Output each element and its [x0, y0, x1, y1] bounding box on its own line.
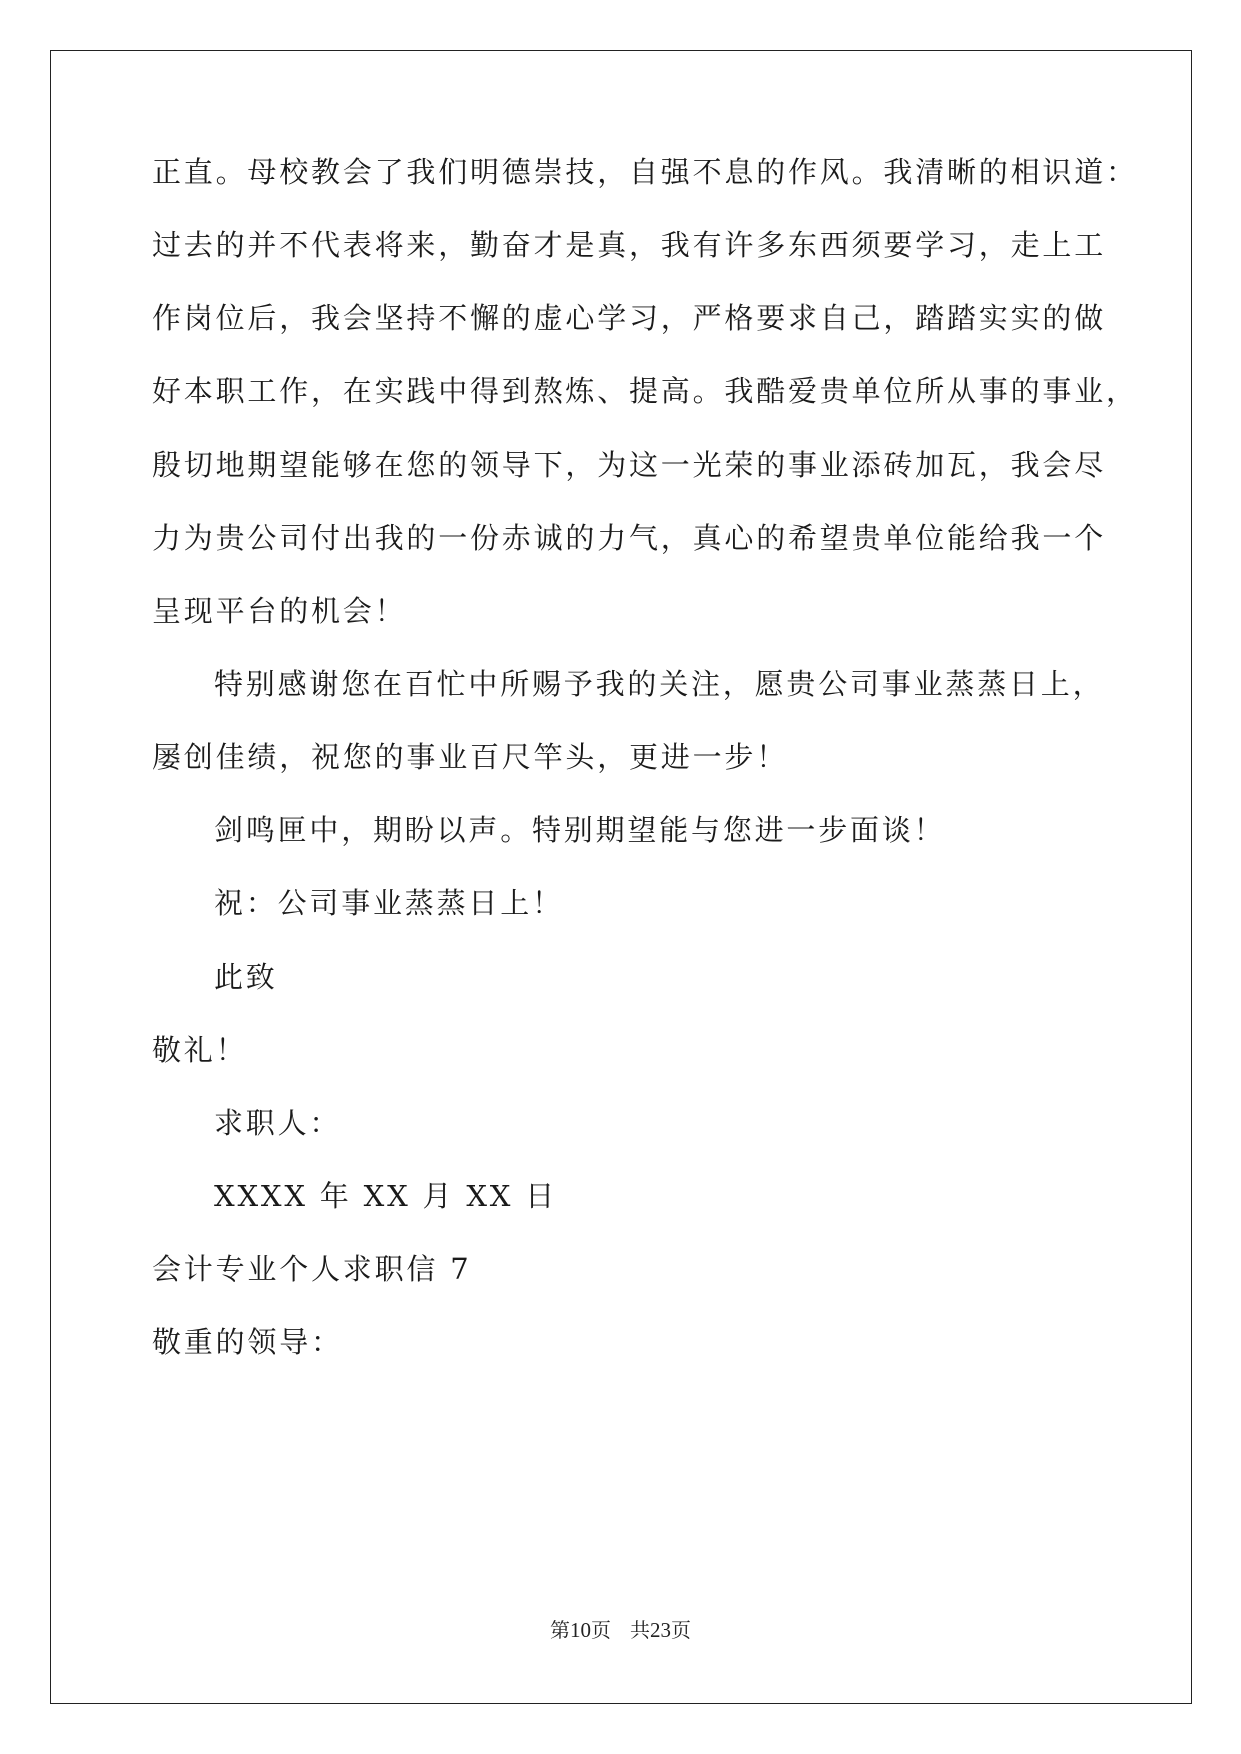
applicant-label: 求职人： — [214, 1106, 342, 1140]
body-line-1: 正直。母校教会了我们明德崇技，自强不息的作风。我清晰的相识道： — [152, 155, 1138, 189]
footer-total-suffix: 页 — [671, 1618, 692, 1642]
footer-prefix: 第 — [549, 1618, 570, 1642]
footer-total-prefix: 共 — [630, 1618, 651, 1642]
footer-page-suffix: 页 — [590, 1618, 611, 1642]
section-title: 会计专业个人求职信 7 — [152, 1252, 472, 1286]
footer-total-pages: 23 — [650, 1618, 672, 1642]
body-line-9: 屡创佳绩，祝您的事业百尺竿头，更进一步！ — [152, 740, 789, 774]
salutation: 敬重的领导： — [152, 1325, 343, 1359]
date-line: XXXX 年 XX 月 XX 日 — [214, 1179, 558, 1213]
page-footer — [0, 1616, 1241, 1644]
body-line-2: 过去的并不代表将来，勤奋才是真，我有许多东西须要学习，走上工 — [152, 228, 1107, 262]
body-line-4: 好本职工作，在实践中得到熬炼、提高。我酷爱贵单位所从事的事业， — [152, 374, 1138, 408]
closing-wish: 祝：公司事业蒸蒸日上！ — [214, 886, 564, 920]
body-line-3: 作岗位后，我会坚持不懈的虚心学习，严格要求自己，踏踏实实的做 — [152, 301, 1107, 335]
body-line-6: 力为贵公司付出我的一份赤诚的力气，真心的希望贵单位能给我一个 — [152, 521, 1107, 555]
body-line-10: 剑鸣匣中，期盼以声。特别期望能与您进一步面谈！ — [214, 813, 946, 847]
footer-page-number: 10 — [569, 1618, 591, 1642]
closing-cizhi: 此致 — [214, 960, 278, 994]
body-line-8: 特别感谢您在百忙中所赐予我的关注，愿贵公司事业蒸蒸日上， — [214, 667, 1105, 701]
body-line-7: 呈现平台的机会！ — [152, 594, 407, 628]
body-line-5: 殷切地期望能够在您的领导下，为这一光荣的事业添砖加瓦，我会尽 — [152, 448, 1107, 482]
closing-jingli: 敬礼！ — [152, 1033, 248, 1067]
